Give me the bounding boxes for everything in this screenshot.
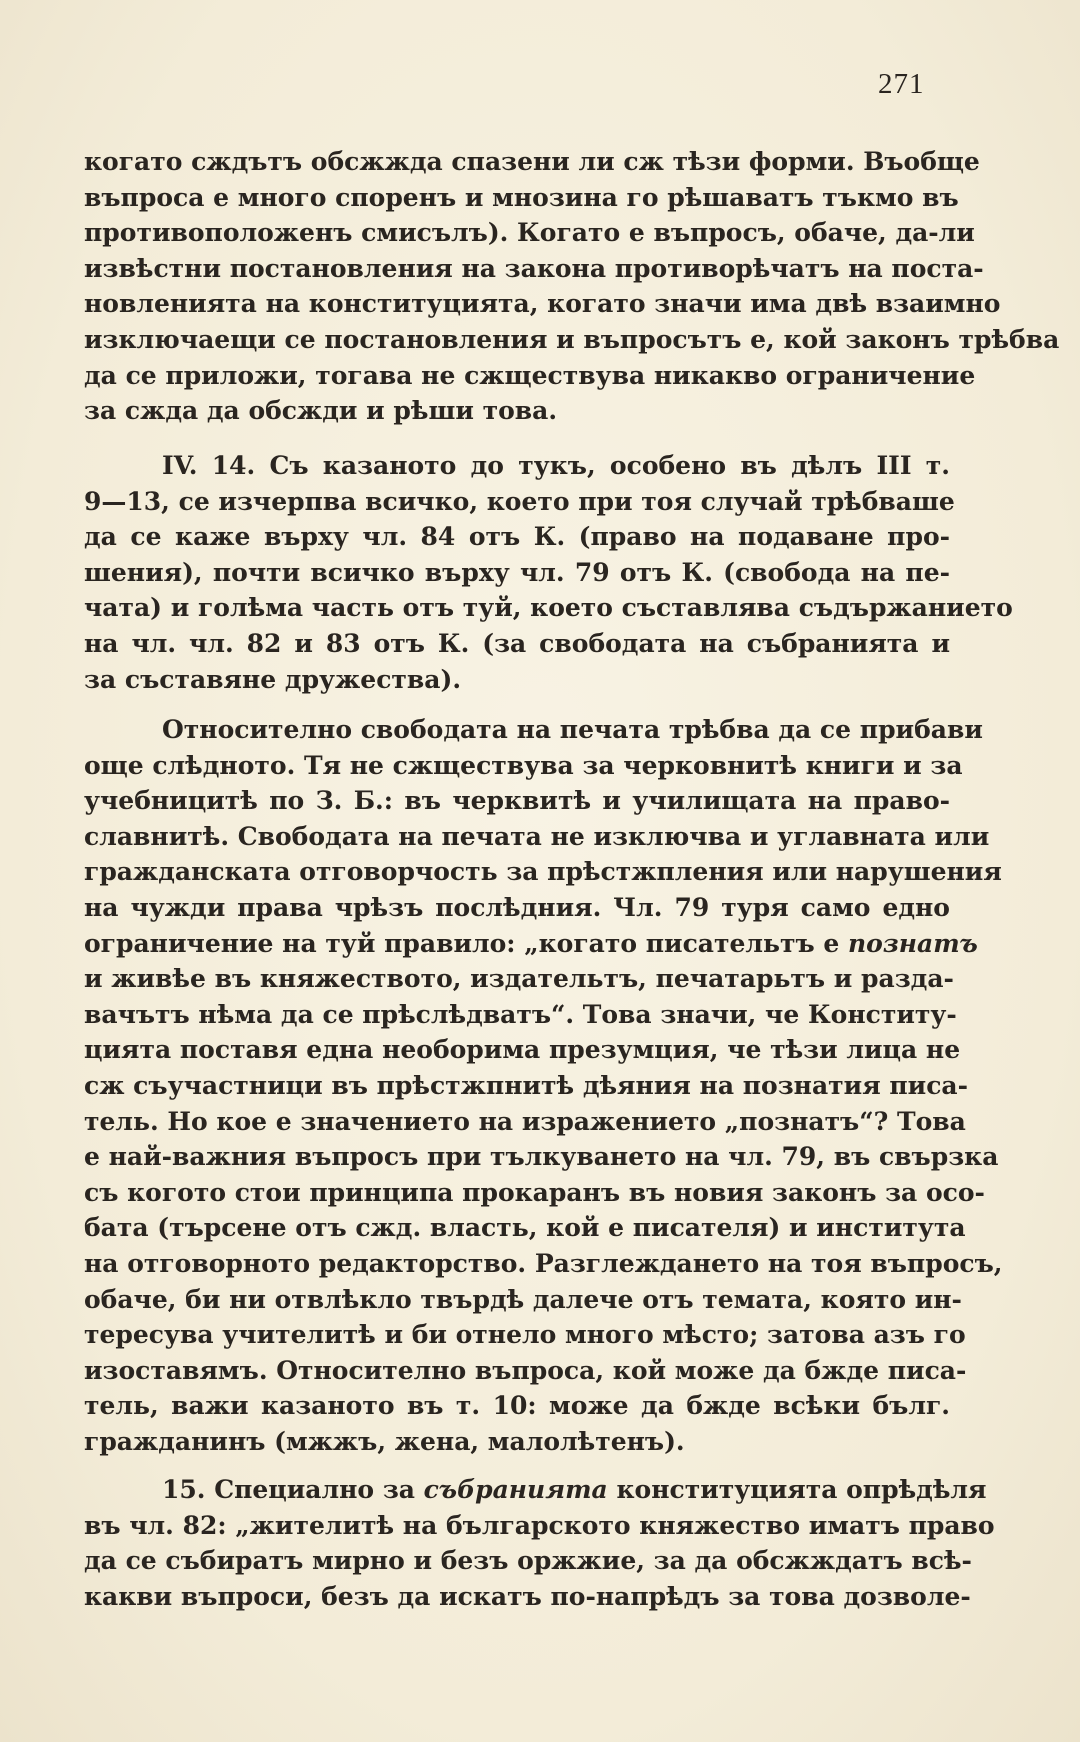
text-line: гражданската отговорчость за прѣстжпления или нарушения: [84, 857, 1002, 887]
text-line: да се каже върху чл. 84 отъ К. (право на подаване про-: [84, 522, 950, 552]
text-line: [84, 926, 978, 962]
text-line: на чл. чл. 82 и 83 отъ К. (за свободата на събранията и: [84, 628, 950, 658]
text-line: на чужди права чрѣзъ послѣдния. Чл. 79 туря само едно: [84, 892, 950, 922]
text-line: какви въпроси, безъ да искатъ по-напрѣдъ за това дозволе-: [84, 1581, 971, 1611]
text-line: сж съучастници въ прѣстжпнитѣ дѣяния на познатия писа-: [84, 1070, 969, 1100]
text-line: съ когото стои принципа прокаранъ въ новия законъ за осо-: [84, 1177, 985, 1207]
text-line: новленията на конституцията, когато значи има двѣ взаимно: [84, 289, 1001, 319]
text-line: въ чл. 82: „жителитѣ на българското княжество иматъ право: [84, 1510, 995, 1540]
text-segment: конституцията опрѣдѣля: [607, 1475, 987, 1504]
text-line: 9—13, се изчерпва всичко, което при тоя случай трѣбваше: [84, 486, 955, 516]
text-line: IV. 14. Съ казаното до тукъ, особено въ дѣлъ III т.: [162, 451, 950, 480]
text-line: да се приложи, тогава не сжществува никакво ограничение: [84, 360, 976, 390]
text-line: тересува учителитѣ и би отнело много мѣсто; затова азъ го: [84, 1320, 966, 1350]
text-line: въпроса е много споренъ и мнозина го рѣшаватъ тъкмо въ: [84, 182, 959, 212]
paragraph-2: [84, 448, 1013, 697]
text-line: цията поставя една необорима презумция, че тѣзи лица не: [84, 1035, 961, 1065]
text-line: и живѣе въ княжеството, издательтъ, печатарьтъ и разда-: [84, 964, 954, 994]
text-line: когато сждътъ обсжжда спазени ли сж тѣзи форми. Въобще: [84, 147, 980, 176]
text-line: учебницитѣ по З. Б.: въ черквитѣ и училищата на право-: [84, 786, 950, 816]
text-line: на отговорното редакторство. Разглеждането на тоя въпросъ,: [84, 1248, 1003, 1278]
italic-word: събранията: [423, 1475, 608, 1504]
text-line: противоположенъ смисълъ). Когато е въпросъ, обаче, да-ли: [84, 218, 975, 248]
text-line: тель. Но кое е значението на изражението „познатъ“? Това: [84, 1106, 966, 1136]
page-number: 271: [878, 68, 925, 100]
text-line: Относително свободата на печата трѣбва да се прибави: [162, 715, 983, 744]
text-line: чата) и голѣма часть отъ туй, което съставлява съдържанието: [84, 593, 1013, 623]
text-line: е най-важния въпросъ при тълкуването на чл. 79, въ свързка: [84, 1142, 999, 1172]
text-segment: ограничение на туй правило: „когато писательтъ е: [84, 928, 848, 958]
text-line: изключаещи се постановления и въпросътъ е, кой законъ трѣбва: [84, 324, 1060, 354]
paragraph-3: [84, 712, 1003, 1459]
paragraph-4: [84, 1472, 995, 1614]
text-line: да се събиратъ мирно и безъ оржжие, за да обсжждатъ всѣ-: [84, 1546, 972, 1576]
text-line: изоставямъ. Относително въпроса, кой може да бжде писа-: [84, 1355, 967, 1385]
text-line: тель, важи казаното въ т. 10: може да бжде всѣки бълг.: [84, 1391, 950, 1421]
paragraph-1: [84, 144, 1060, 429]
text-line: за съставяне дружества).: [84, 664, 462, 694]
text-line: [84, 1472, 987, 1508]
text-line: за сжда да обсжди и рѣши това.: [84, 396, 558, 426]
text-line: обаче, би ни отвлѣкло твърдѣ далече отъ темата, която ин-: [84, 1284, 962, 1314]
text-line: вачътъ нѣма да се прѣслѣдватъ“. Това значи, че Конститу-: [84, 999, 957, 1029]
text-line: извѣстни постановления на закона противорѣчатъ на поста-: [84, 253, 984, 283]
text-line: още слѣдното. Тя не сжществува за черковнитѣ книги и за: [84, 750, 963, 780]
text-line: шения), почти всичко върху чл. 79 отъ К. (свобода на пе-: [84, 557, 950, 587]
text-line: бата (търсене отъ сжд. власть, кой е писателя) и института: [84, 1213, 966, 1243]
italic-word: познатъ: [847, 928, 978, 958]
text-line: славнитѣ. Свободата на печата не изключва и углавната или: [84, 821, 990, 851]
text-line: гражданинъ (мжжъ, жена, малолѣтенъ).: [84, 1426, 685, 1456]
text-segment: 15. Специално за: [162, 1475, 424, 1504]
